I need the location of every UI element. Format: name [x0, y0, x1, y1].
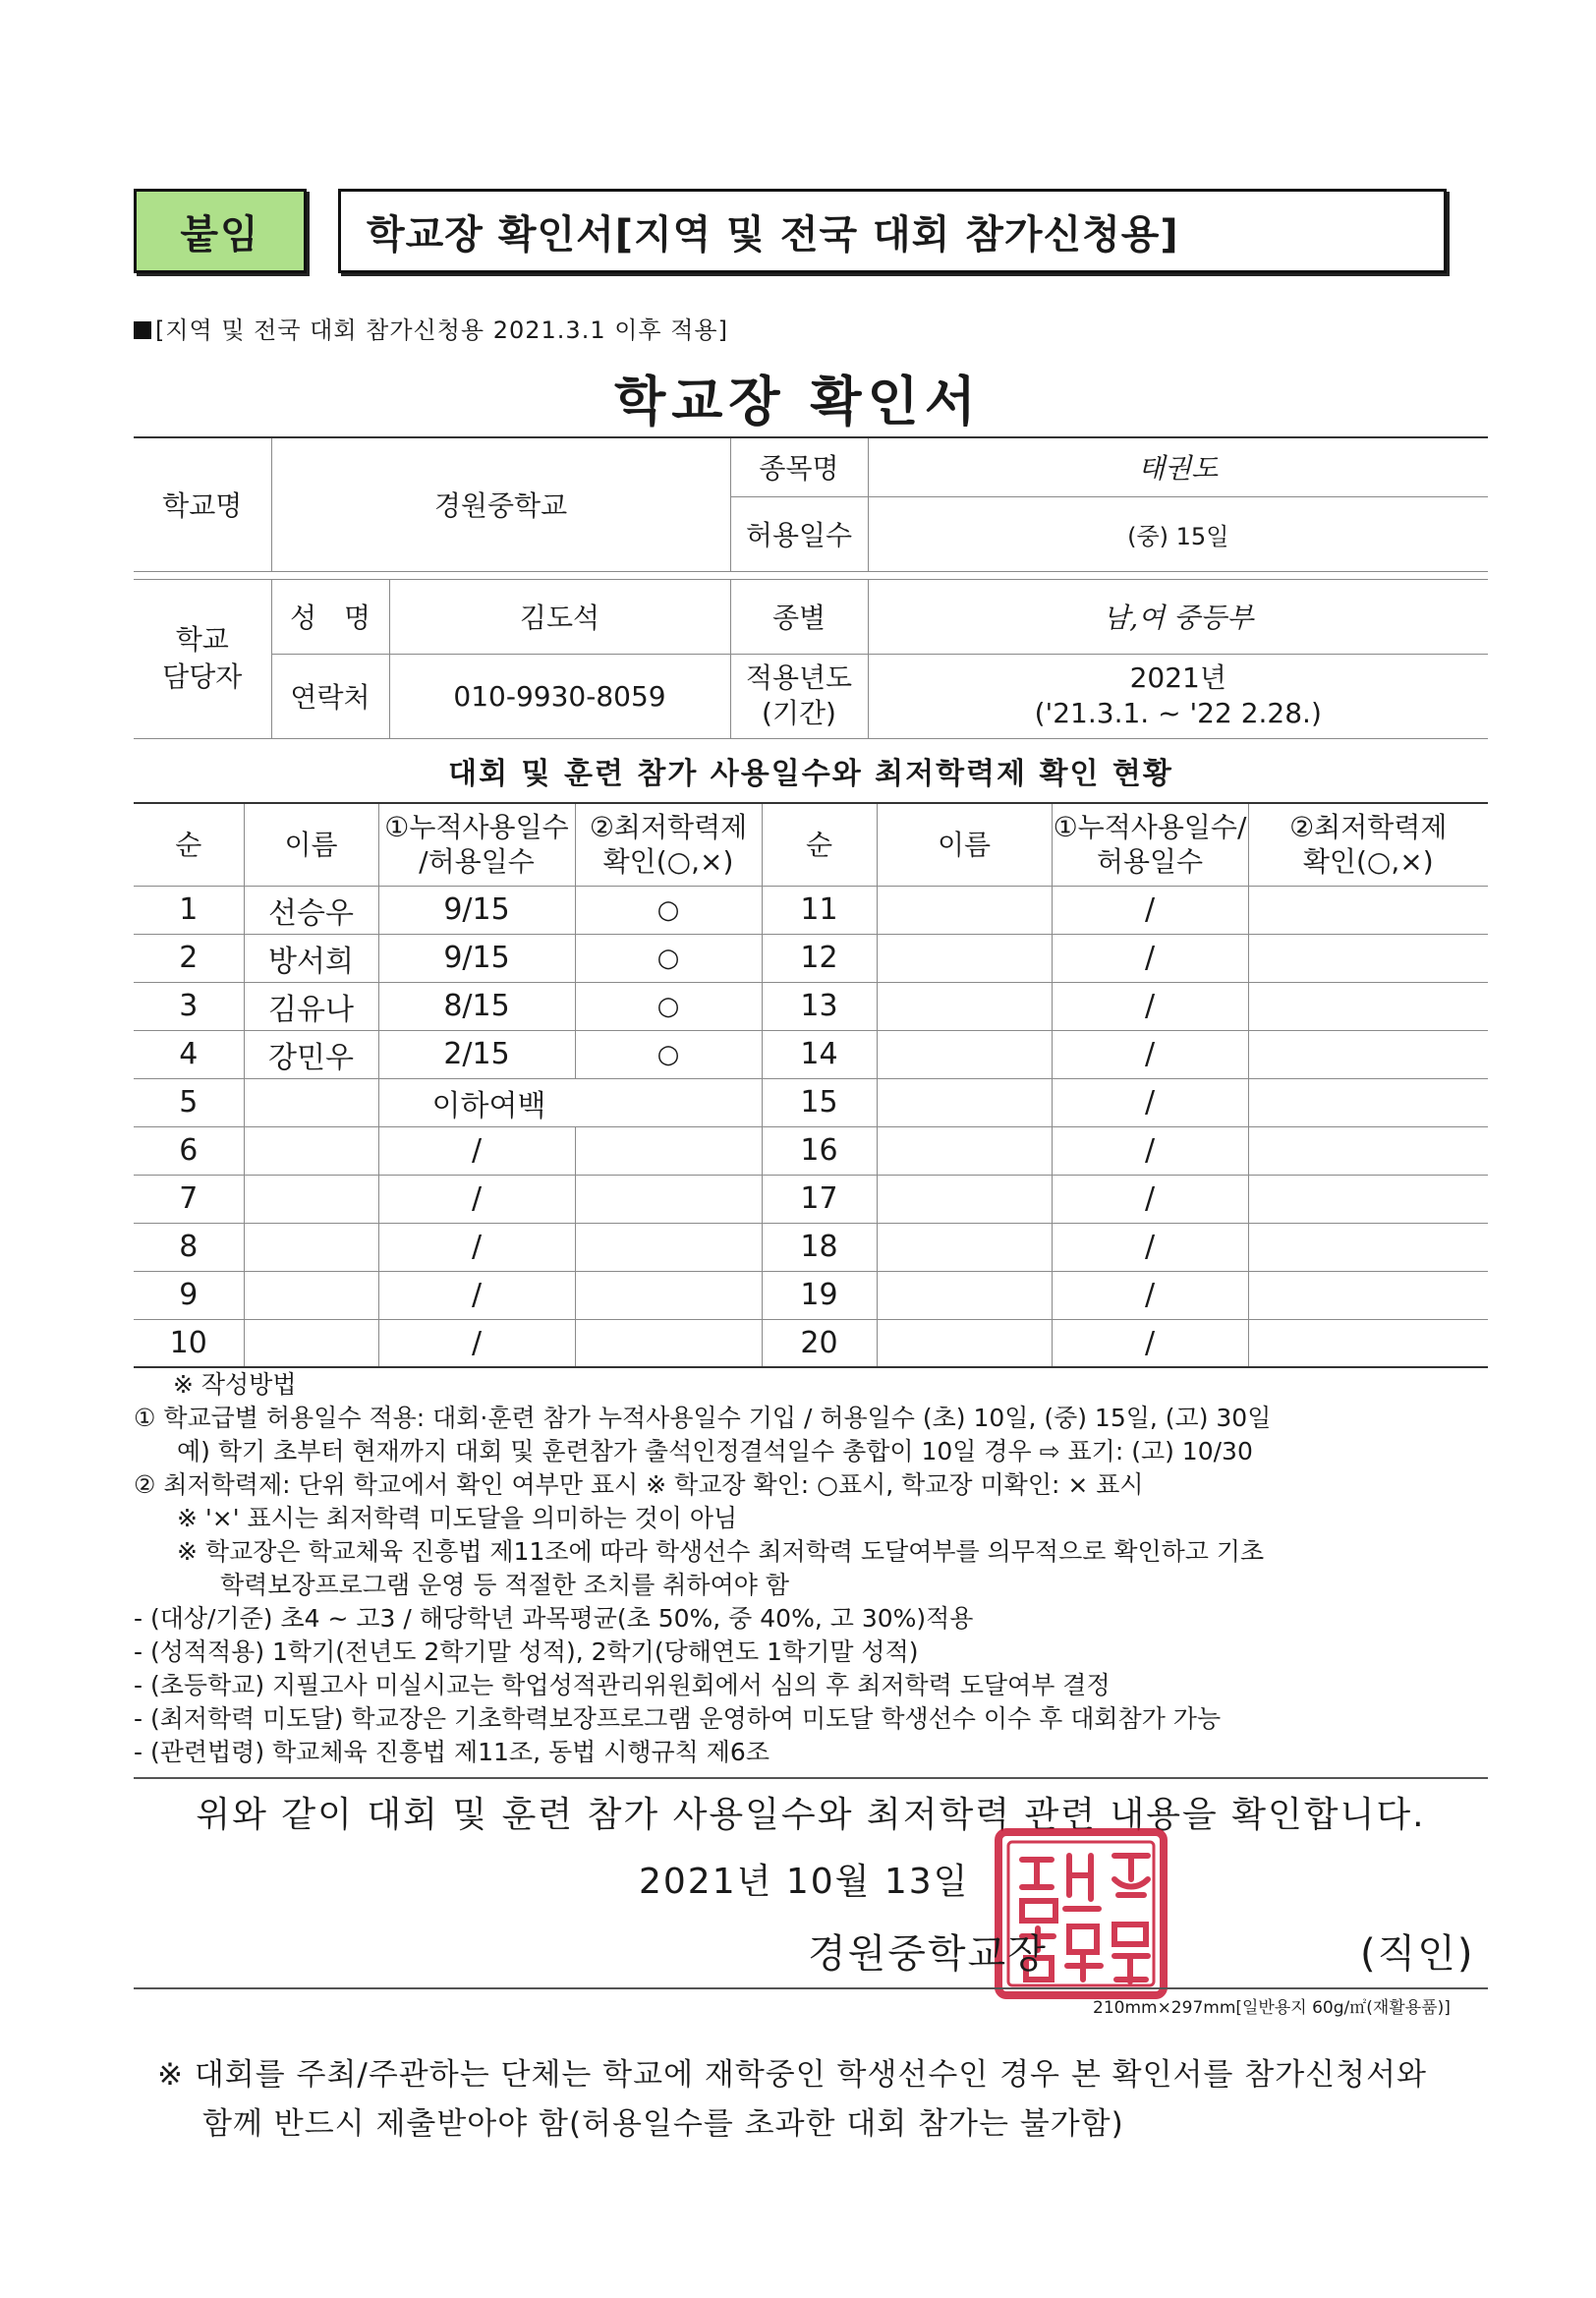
row-no: 8: [134, 1223, 244, 1271]
row-days: /: [1052, 1319, 1248, 1367]
period-label-1: 적용년도: [745, 661, 853, 694]
row-name: [244, 1126, 378, 1175]
col-check: [575, 803, 762, 886]
square-bullet-icon: [134, 321, 151, 339]
divider: [134, 1987, 1488, 1989]
row-name: [877, 1271, 1052, 1319]
note-4a: ※ 학교장은 학교체육 진흥법 제11조에 따라 학생선수 최저학력 도달여부를 의무적으로 확인하고 기초: [177, 1537, 1265, 1566]
period-label-2: (기간): [762, 697, 836, 729]
row-days: /: [1052, 934, 1248, 982]
col-check-right-2: 확인(○,×): [1302, 845, 1434, 879]
col-days: [378, 803, 575, 886]
name-label: 성 명: [271, 579, 389, 654]
row-no: 20: [762, 1319, 877, 1367]
allowed-days-value: (중) 15일: [868, 496, 1488, 571]
blank-below-marker: 이하여백: [378, 1078, 762, 1126]
manager-label: 학교 담당자: [134, 579, 271, 738]
row-no: 11: [762, 886, 877, 934]
row-name: 강민우: [244, 1030, 378, 1078]
row-check: ○: [575, 886, 762, 934]
main-title: 학교장 확인서: [614, 371, 982, 432]
row-name: [877, 1223, 1052, 1271]
row-days: /: [378, 1319, 575, 1367]
row-name: [877, 1319, 1052, 1367]
row-name: [877, 934, 1052, 982]
row-name: [244, 1223, 378, 1271]
instructions: [134, 1368, 1488, 1769]
row-no: 16: [762, 1126, 877, 1175]
participation-table: [134, 802, 1488, 1368]
col-name-right: 이름: [877, 803, 1052, 886]
row-check: [575, 1126, 762, 1175]
spacer-row: [134, 571, 1488, 579]
row-days: /: [1052, 1126, 1248, 1175]
detail-5: - (관련법령) 학교체육 진흥법 제11조, 동법 시행규칙 제6조: [134, 1738, 770, 1766]
row-check: ○: [575, 1030, 762, 1078]
row-days: /: [1052, 1271, 1248, 1319]
note-2: ② 최저학력제: 단위 학교에서 확인 여부만 표시 ※ 학교장 확인: ○표시, 학교장 미확인: × 표시: [134, 1470, 1144, 1499]
row-check: [1248, 1223, 1488, 1271]
note-1a: ① 학교급별 허용일수 적용: 대회·훈련 참가 누적사용일수 기입 / 허용일수 (초) 10일, (중) 15일, (고) 30일: [134, 1404, 1272, 1432]
row-check: [1248, 886, 1488, 934]
contact-label: 연락처: [271, 654, 389, 738]
school-info-table: [134, 436, 1488, 804]
row-name: [244, 1319, 378, 1367]
instructions-heading: ※ 작성방법: [173, 1370, 297, 1399]
row-days: 9/15: [378, 886, 575, 934]
row-no: 3: [134, 982, 244, 1030]
row-days: /: [378, 1271, 575, 1319]
row-name: 김유나: [244, 982, 378, 1030]
row-days: /: [1052, 1030, 1248, 1078]
applicability-note-text: [지역 및 전국 대회 참가신청용 2021.3.1 이후 적용]: [155, 316, 728, 344]
row-name: 선승우: [244, 886, 378, 934]
row-name: [244, 1078, 378, 1126]
row-no: 4: [134, 1030, 244, 1078]
row-check: [1248, 1126, 1488, 1175]
row-days: /: [1052, 886, 1248, 934]
event-label: 종목명: [730, 437, 868, 496]
row-days: 9/15: [378, 934, 575, 982]
row-check: [1248, 1271, 1488, 1319]
row-no: 2: [134, 934, 244, 982]
row-days: /: [378, 1175, 575, 1223]
row-days: /: [1052, 1078, 1248, 1126]
school-label: 학교명: [134, 437, 271, 571]
header-title: 학교장 확인서[지역 및 전국 대회 참가신청용]: [338, 189, 1447, 273]
col-days-right-1: ①누적사용일수/: [1053, 811, 1247, 844]
period-value: [868, 654, 1488, 738]
row-check: ○: [575, 934, 762, 982]
row-check: [575, 1175, 762, 1223]
table-row: [134, 1126, 1488, 1175]
table-row: [134, 886, 1488, 934]
contact-value: 010-9930-8059: [389, 654, 730, 738]
col-days-2: /허용일수: [419, 845, 535, 879]
row-days: /: [1052, 1223, 1248, 1271]
row-days: /: [1052, 982, 1248, 1030]
detail-1: - (대상/기준) 초4 ~ 고3 / 해당학년 과목평균(초 50%, 중 40%, 고 30%)적용: [134, 1604, 974, 1633]
col-days-right: [1052, 803, 1248, 886]
row-check: ○: [575, 982, 762, 1030]
row-check: [1248, 934, 1488, 982]
col-check-2: 확인(○,×): [602, 845, 734, 879]
row-check: [1248, 1319, 1488, 1367]
table-row: [134, 934, 1488, 982]
period-label: [730, 654, 868, 738]
row-name: [877, 1030, 1052, 1078]
principal-signature: 경원중학교장: [808, 1931, 1048, 1977]
attachment-badge: 붙임: [134, 189, 307, 273]
table-row: [134, 1175, 1488, 1223]
category-label: 종별: [730, 579, 868, 654]
detail-4: - (최저학력 미도달) 학교장은 기초학력보장프로그램 운영하여 미도달 학생선수 이수 후 대회참가 가능: [134, 1704, 1222, 1733]
row-no: 14: [762, 1030, 877, 1078]
col-name: 이름: [244, 803, 378, 886]
school-value: 경원중학교: [271, 437, 730, 571]
row-no: 15: [762, 1078, 877, 1126]
row-name: [244, 1271, 378, 1319]
row-name: [877, 982, 1052, 1030]
row-name: [244, 1175, 378, 1223]
col-days-1: ①누적사용일수: [384, 811, 569, 844]
row-no: 6: [134, 1126, 244, 1175]
col-check-right: [1248, 803, 1488, 886]
paper-spec: 210mm×297mm[일반용지 60g/㎡(재활용품)]: [1093, 1998, 1451, 2018]
table-row: [134, 1319, 1488, 1367]
row-no: 18: [762, 1223, 877, 1271]
table-row: [134, 982, 1488, 1030]
row-name: [877, 1175, 1052, 1223]
issue-date: 2021년 10월 13일: [639, 1862, 970, 1902]
row-name: [877, 1078, 1052, 1126]
event-value: 태권도: [868, 437, 1488, 496]
footnote-line-1: ※ 대회를 주최/주관하는 단체는 학교에 재학중인 학생선수인 경우 본 확인서를 참가신청서와: [157, 2057, 1427, 2093]
row-no: 7: [134, 1175, 244, 1223]
row-check: [1248, 1030, 1488, 1078]
period-range: ('21.3.1. ~ '22 2.28.): [1034, 697, 1322, 729]
table-row: [134, 1030, 1488, 1078]
row-check: [1248, 982, 1488, 1030]
row-days: /: [378, 1223, 575, 1271]
note-3: ※ '×' 표시는 최저학력 미도달을 의미하는 것이 아님: [177, 1504, 738, 1532]
row-no: 19: [762, 1271, 877, 1319]
row-no: 1: [134, 886, 244, 934]
row-no: 9: [134, 1271, 244, 1319]
period-year: 2021년: [1129, 661, 1226, 694]
row-no: 13: [762, 982, 877, 1030]
row-name: [877, 886, 1052, 934]
row-no: 12: [762, 934, 877, 982]
category-value: 남,여 중등부: [868, 579, 1488, 654]
row-check: [575, 1271, 762, 1319]
allowed-days-label: 허용일수: [730, 496, 868, 571]
applicability-note: [134, 311, 728, 345]
row-no: 5: [134, 1078, 244, 1126]
confirmation-statement: 위와 같이 대회 및 훈련 참가 사용일수와 최저학력 관련 내용을 확인합니다.: [134, 1777, 1488, 1837]
row-check: [1248, 1078, 1488, 1126]
table-row: [134, 1078, 1488, 1126]
row-no: 17: [762, 1175, 877, 1223]
col-no: 순: [134, 803, 244, 886]
section-title: 대회 및 훈련 참가 사용일수와 최저학력제 확인 현황: [134, 738, 1488, 803]
row-check: [575, 1319, 762, 1367]
detail-3: - (초등학교) 지필고사 미실시교는 학업성적관리위원회에서 심의 후 최저학력 도달여부 결정: [134, 1671, 1111, 1699]
row-no: 10: [134, 1319, 244, 1367]
row-days: /: [378, 1126, 575, 1175]
row-name: 방서희: [244, 934, 378, 982]
submission-footnote: [157, 2050, 1427, 2149]
table-row: [134, 1271, 1488, 1319]
name-value: 김도석: [389, 579, 730, 654]
row-days: /: [1052, 1175, 1248, 1223]
note-4b: 학력보장프로그램 운영 등 적절한 조치를 취하여야 함: [220, 1571, 789, 1599]
col-no-right: 순: [762, 803, 877, 886]
row-check: [575, 1223, 762, 1271]
col-days-right-2: 허용일수: [1096, 845, 1204, 879]
seal-label: (직인): [1360, 1931, 1475, 1977]
row-name: [877, 1126, 1052, 1175]
row-days: 2/15: [378, 1030, 575, 1078]
col-check-right-1: ②최저학력제: [1289, 811, 1448, 844]
detail-2: - (성적적용) 1학기(전년도 2학기말 성적), 2학기(당해연도 1학기말 성적): [134, 1637, 919, 1666]
table-row: [134, 1223, 1488, 1271]
note-1b: 예) 학기 초부터 현재까지 대회 및 훈련참가 출석인정결석일수 총합이 10일 경우 ⇨ 표기: (고) 10/30: [177, 1437, 1253, 1465]
row-check: [1248, 1175, 1488, 1223]
row-days: 8/15: [378, 982, 575, 1030]
col-check-1: ②최저학력제: [589, 811, 748, 844]
footnote-line-2: 함께 반드시 제출받아야 함(허용일수를 초과한 대회 참가는 불가함): [202, 2106, 1124, 2142]
